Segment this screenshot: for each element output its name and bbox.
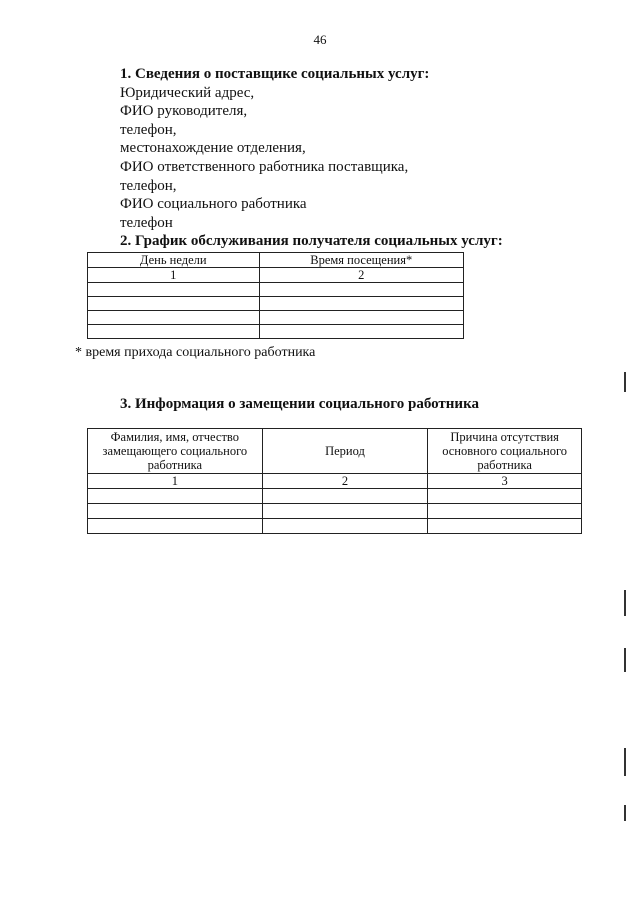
table-cell[interactable] [88,297,260,311]
table-number-row [88,268,464,283]
table-cell[interactable] [259,297,464,311]
scan-edge-mark [624,590,626,616]
schedule-footnote: * время прихода социального работника [75,345,316,360]
provider-info-line: местонахождение отделения, [120,140,306,157]
provider-info-line: телефон, [120,177,177,194]
table-row [88,311,464,325]
schedule-table [87,252,464,339]
table-row [88,325,464,339]
provider-info-line: телефон, [120,121,177,138]
column-number-cell: 2 [262,474,428,489]
table-cell[interactable] [88,325,260,339]
column-number-cell: 3 [428,474,582,489]
table-row [88,519,582,534]
provider-info-line: Юридический адрес, [120,84,255,101]
table-cell[interactable] [259,325,464,339]
table-number-row [88,474,582,489]
column-number-cell: 2 [259,268,464,283]
table-cell[interactable] [259,283,464,297]
scan-edge-mark [624,372,626,392]
table-row [88,504,582,519]
page-number: 46 [313,32,327,47]
column-number-cell: 1 [88,268,260,283]
table-row [88,283,464,297]
provider-info-section [120,65,600,251]
header-cell-absence-reason: Причина отсутствия основного социального работника [428,429,582,474]
table-cell[interactable] [88,311,260,325]
header-cell-visit-time: Время посещения* [259,253,464,268]
table-header-row [88,429,582,474]
table-cell[interactable] [428,519,582,534]
table-cell[interactable] [262,489,428,504]
table-cell[interactable] [259,311,464,325]
provider-info-heading: 1. Сведения о поставщике социальных услуг: [120,66,430,82]
table-cell[interactable] [88,489,263,504]
provider-info-line: ФИО ответственного работника поставщика, [120,158,409,175]
provider-info-line: ФИО руководителя, [120,103,248,120]
table-header-row [88,253,464,268]
header-cell-replacement-name: Фамилия, имя, отчество замещающего социального работника [88,429,263,474]
column-number-cell: 1 [88,474,263,489]
provider-info-line: ФИО социального работника [120,196,307,213]
table-cell[interactable] [262,519,428,534]
replacement-table [87,428,582,534]
table-cell[interactable] [262,504,428,519]
header-cell-weekday: День недели [88,253,260,268]
header-cell-period: Период [262,429,428,474]
table-cell[interactable] [88,504,263,519]
table-row [88,489,582,504]
replacement-heading: 3. Информация о замещении социального работника [120,396,479,412]
table-cell[interactable] [428,489,582,504]
provider-info-line: телефон [120,214,173,231]
table-cell[interactable] [428,504,582,519]
table-cell[interactable] [88,283,260,297]
schedule-heading: 2. График обслуживания получателя социальных услуг: [120,233,503,250]
scan-edge-mark [624,805,626,821]
scan-edge-mark [624,648,626,672]
scan-edge-mark [624,748,626,776]
table-cell[interactable] [88,519,263,534]
table-row [88,297,464,311]
